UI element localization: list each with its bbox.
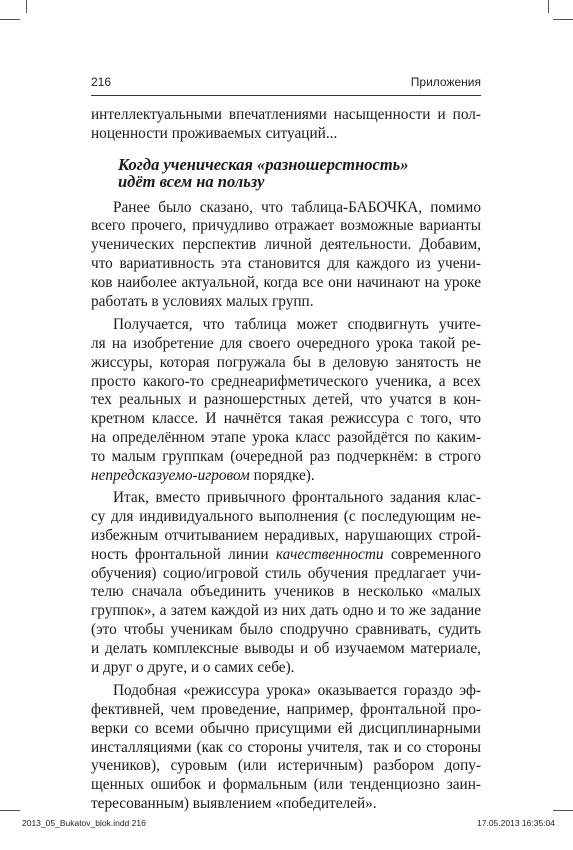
crop-mark bbox=[548, 0, 549, 13]
text-run: и друг о друге, и о самих себе). bbox=[91, 658, 295, 676]
page-number: 216 bbox=[91, 75, 112, 89]
section-heading-line2: идёт всем на пользу bbox=[118, 171, 265, 191]
text-run: Получается, что таблица может сподвигнуть учите- bbox=[113, 316, 481, 333]
text-run: Итак, вместо привычного фронтального задания клас- bbox=[113, 489, 481, 507]
text-run: Подобная «режиссура урока» оказывается гораздо эф- bbox=[113, 682, 481, 699]
text-run: ноценности проживаемых ситуаций... bbox=[91, 124, 338, 142]
text-run: су для индивидуального выполнения (с последующим не- bbox=[91, 508, 481, 525]
text-run: верки со всеми обычно присущими ей дисциплинарными bbox=[91, 719, 481, 737]
text-run: тересованным) выявлением «победителей». bbox=[91, 795, 377, 813]
text-run: современного bbox=[383, 545, 481, 563]
text-run: что вариативность эта становится для каждого из учени- bbox=[91, 255, 481, 273]
text-line bbox=[91, 657, 481, 679]
text-run: кретном классе. И начнётся такая режиссура с того, что bbox=[91, 410, 481, 428]
text-run: просто какого-то среднеарифметического ученика, а всех bbox=[91, 372, 481, 390]
text-run: группок», а затем каждой из них дать одно и то же задание bbox=[91, 602, 481, 620]
footer-file: 2013_05_Bukatov_blok.indd 216 bbox=[22, 818, 146, 828]
text-line bbox=[91, 123, 481, 145]
text-run: фективней, чем проведение, например, фронтальной про- bbox=[91, 700, 481, 718]
section-heading-line1: Когда ученическая «разношерстность» bbox=[118, 154, 409, 174]
emphasis-text: качественности bbox=[275, 545, 384, 563]
text-line bbox=[91, 793, 481, 815]
footer-date: 17.05.2013 16:35:04 bbox=[477, 818, 555, 828]
text-run: работать в условиях малых групп. bbox=[91, 292, 314, 310]
crop-mark bbox=[26, 0, 27, 13]
crop-mark bbox=[553, 19, 573, 20]
text-run: избежным отчитыванием нерадивых, нарушающих строй- bbox=[91, 526, 481, 544]
text-run: порядке). bbox=[249, 466, 315, 484]
text-run: Ранее было сказано, что таблица-БАБОЧКА, помимо bbox=[113, 198, 481, 216]
text-run: обучения) социо/игровой стиль обучения предлагает учи- bbox=[91, 564, 481, 582]
text-line bbox=[91, 465, 481, 487]
crop-mark bbox=[553, 810, 573, 811]
text-run: (это чтобы ученикам было сподручно сравнивать, судить bbox=[91, 621, 481, 639]
text-run: тех реальных и разношерстных детей, что учатся в кон- bbox=[91, 391, 481, 409]
running-header: Приложения bbox=[410, 75, 481, 89]
text-run: на определённом этапе урока класс разойдётся по каким- bbox=[91, 429, 481, 447]
header-rule bbox=[91, 95, 481, 96]
emphasis-text: непредсказуемо-игровом bbox=[91, 466, 250, 484]
text-run: ля на изобретение для своего очередного урока такой ре- bbox=[91, 334, 481, 352]
text-run: учеников), суровым (или истеричным) разбором допу- bbox=[91, 757, 481, 775]
text-run: жиссуры, которая погружала бы в деловую занятость не bbox=[91, 353, 481, 371]
text-line bbox=[91, 291, 481, 313]
text-run: ков наиболее актуальной, когда все они начинают на уроке bbox=[91, 274, 481, 291]
text-run: всего прочего, причудливо отражает возможные варианты bbox=[91, 217, 481, 235]
crop-mark bbox=[0, 19, 20, 20]
text-run: интеллектуальными впечатлениями насыщенности и пол- bbox=[91, 106, 481, 123]
text-run: телю сначала объединить учеников в несколько «малых bbox=[91, 583, 481, 601]
text-run: то малым группкам (очередной раз подчеркнём: в строго bbox=[91, 448, 481, 465]
text-run: и делать комплексные выводы и об изучаемом материале, bbox=[91, 640, 481, 657]
text-run: инсталляциями (как со стороны учителя, так и со стороны bbox=[91, 738, 481, 756]
text-run: щенных ошибок и формальным (или тенденциозно заин- bbox=[91, 776, 481, 794]
crop-mark bbox=[0, 810, 20, 811]
text-run: ность фронтальной линии bbox=[91, 545, 276, 563]
text-run: ученических перспектив личной деятельности. Добавим, bbox=[91, 236, 481, 254]
